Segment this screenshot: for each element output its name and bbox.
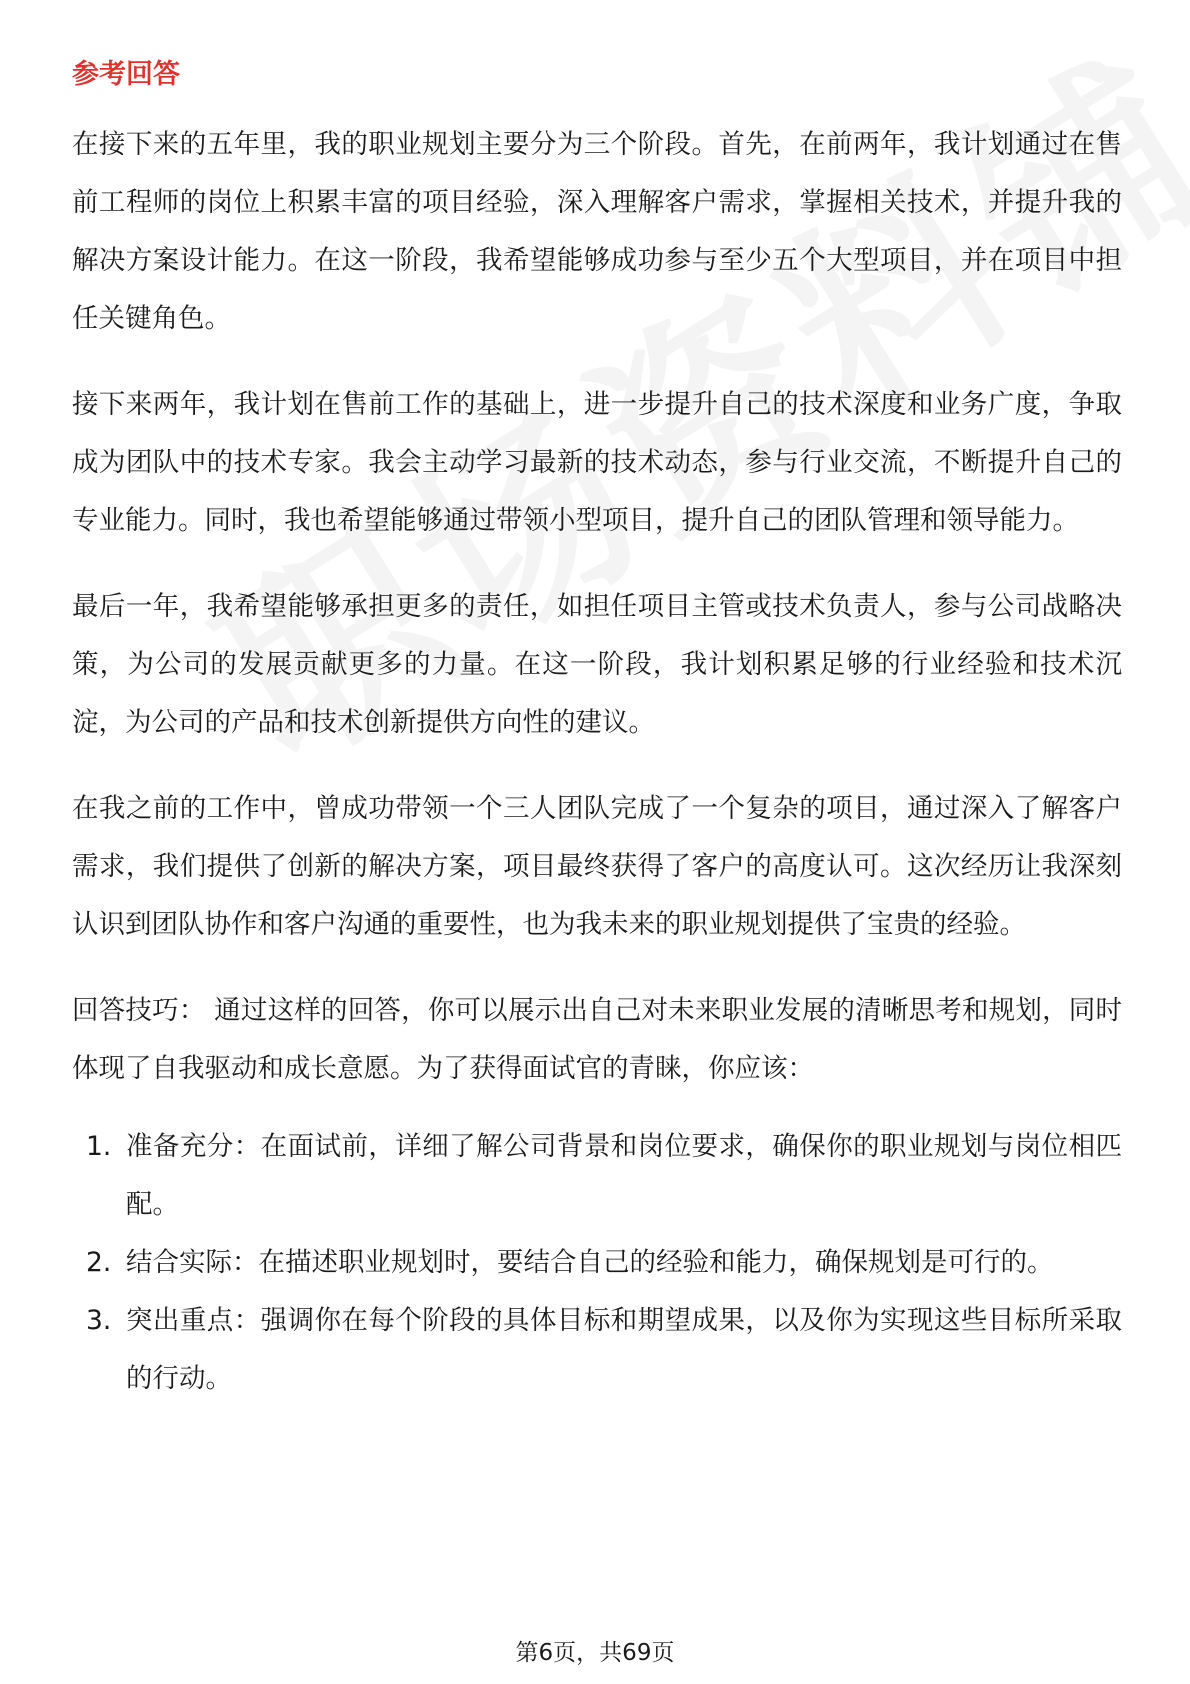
list-item-text: 准备充分：在面试前，详细了解公司背景和岗位要求，确保你的职业规划与岗位相匹配。 (126, 1131, 1122, 1220)
list-item (72, 1118, 1122, 1234)
paragraph-1: 在接下来的五年里，我的职业规划主要分为三个阶段。首先，在前两年，我计划通过在售前工程师的岗位上积累丰富的项目经验，深入理解客户需求，掌握相关技术，并提升我的解决方案设计能力。在这一阶段，我希望能够成功参与至少五个大型项目，并在项目中担任关键角色。 (72, 129, 1122, 334)
list-item-number: 2. (86, 1247, 112, 1278)
answer-tips-intro: 回答技巧： 通过这样的回答，你可以展示出自己对未来职业发展的清晰思考和规划，同时体现了自我驱动和成长意愿。为了获得面试官的青睐，你应该： (72, 995, 1122, 1084)
list-item-number: 3. (86, 1305, 112, 1336)
list-item (72, 1234, 1122, 1292)
list-item-text: 突出重点：强调你在每个阶段的具体目标和期望成果，以及你为实现这些目标所采取的行动。 (126, 1305, 1122, 1394)
paragraph-4: 在我之前的工作中，曾成功带领一个三人团队完成了一个复杂的项目，通过深入了解客户需求，我们提供了创新的解决方案，项目最终获得了客户的高度认可。这次经历让我深刻认识到团队协作和客户沟通的重要性，也为我未来的职业规划提供了宝贵的经验。 (72, 793, 1122, 940)
list-item (72, 1292, 1122, 1408)
page-footer: 第6页，共69页 (515, 1640, 675, 1666)
paragraph-3: 最后一年，我希望能够承担更多的责任，如担任项目主管或技术负责人，参与公司战略决策，为公司的发展贡献更多的力量。在这一阶段，我计划积累足够的行业经验和技术沉淀，为公司的产品和技术创新提供方向性的建议。 (72, 591, 1122, 738)
section-title: 参考回答 (72, 59, 180, 90)
paragraph-2: 接下来两年，我计划在售前工作的基础上，进一步提升自己的技术深度和业务广度，争取成为团队中的技术专家。我会主动学习最新的技术动态，参与行业交流，不断提升自己的专业能力。同时，我也希望能够通过带领小型项目，提升自己的团队管理和领导能力。 (72, 389, 1122, 536)
document-body (72, 116, 1122, 1408)
list-item-number: 1. (86, 1131, 112, 1162)
list-item-text: 结合实际：在描述职业规划时，要结合自己的经验和能力，确保规划是可行的。 (126, 1247, 1054, 1278)
tips-list (72, 1118, 1122, 1408)
